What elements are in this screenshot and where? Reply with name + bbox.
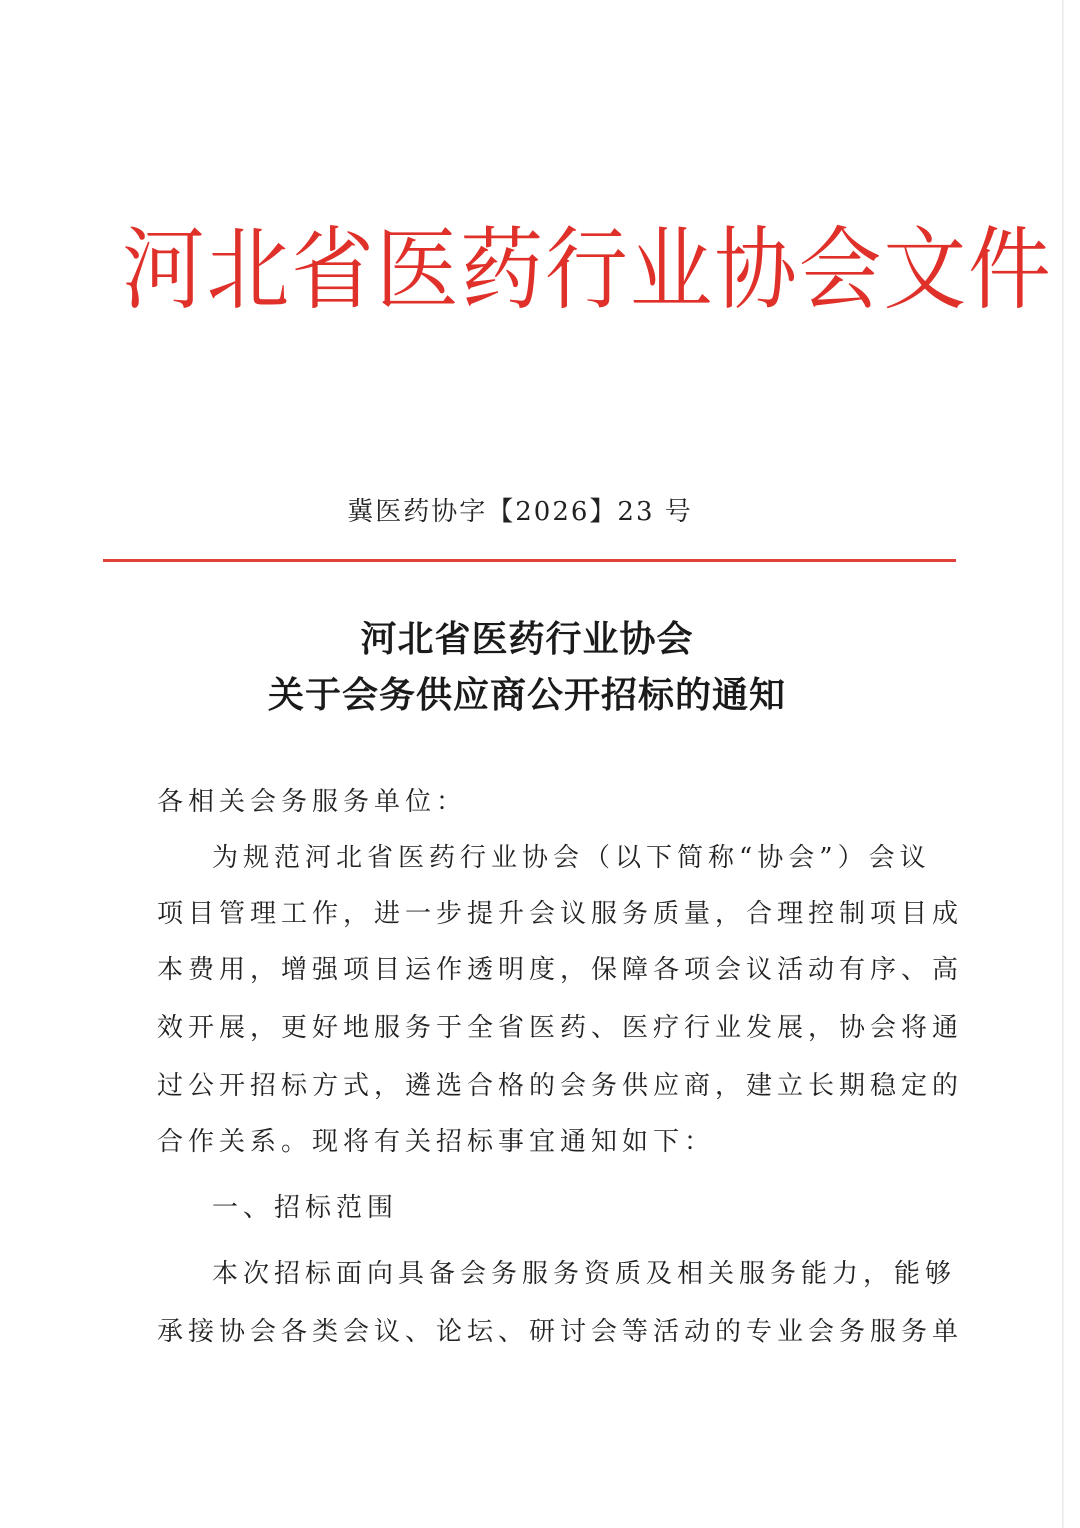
body-line: 承接协会各类会议、论坛、研讨会等活动的专业会务服务单 bbox=[157, 1317, 964, 1347]
body-line: 过公开招标方式，遴选合格的会务供应商，建立长期稳定的 bbox=[157, 1071, 964, 1101]
page-edge-shadow bbox=[1062, 0, 1064, 1528]
document-number: 冀医药协字【2026】23 号 bbox=[347, 497, 693, 527]
notice-title-line-2: 关于会务供应商公开招标的通知 bbox=[267, 674, 786, 716]
masthead-title: 河北省医药行业协会文件 bbox=[122, 216, 1053, 323]
body-line: 合作关系。现将有关招标事宜通知如下： bbox=[157, 1127, 716, 1157]
body-line: 本费用，增强项目运作透明度，保障各项会议活动有序、高 bbox=[157, 955, 964, 985]
body-line: 效开展，更好地服务于全省医药、医疗行业发展，协会将通 bbox=[157, 1013, 964, 1043]
notice-title-line-1: 河北省医药行业协会 bbox=[360, 618, 694, 660]
salutation: 各相关会务服务单位： bbox=[157, 787, 468, 817]
red-divider-line bbox=[103, 559, 956, 562]
body-line: 为规范河北省医药行业协会（以下简称“协会”）会议 bbox=[212, 843, 931, 873]
body-line: 本次招标面向具备会务服务资质及相关服务能力，能够 bbox=[212, 1259, 957, 1289]
section-heading: 一、招标范围 bbox=[212, 1193, 399, 1223]
body-line: 项目管理工作，进一步提升会议服务质量，合理控制项目成 bbox=[157, 899, 964, 929]
